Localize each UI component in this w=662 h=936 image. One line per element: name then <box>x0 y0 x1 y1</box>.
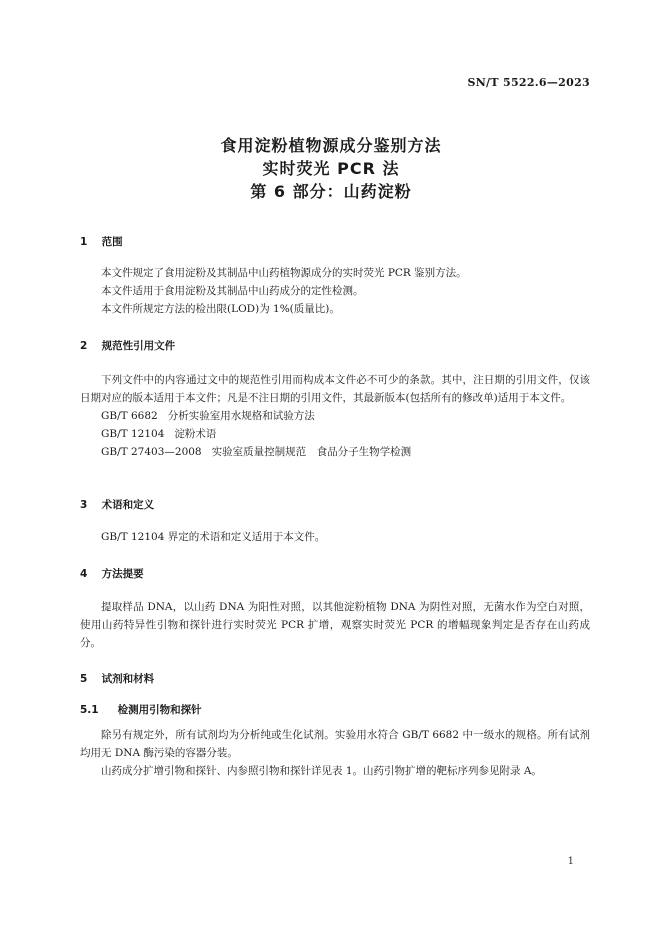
section-5-1-body <box>80 726 590 780</box>
reference-name: 淀粉术语 <box>174 428 217 440</box>
reference-code: GB/T 27403—2008 <box>101 446 202 458</box>
page-number: 1 <box>567 856 574 867</box>
section-title: 试剂和材料 <box>101 673 155 685</box>
paragraph: 本文件适用于食用淀粉及其制品中山药成分的定性检测。 <box>101 285 364 297</box>
section-5-1-heading <box>80 702 202 717</box>
section-1-heading <box>80 234 123 249</box>
section-2-heading <box>80 338 175 353</box>
reference-code: GB/T 6682 <box>101 410 158 422</box>
section-title: 规范性引用文件 <box>101 340 176 352</box>
section-4-heading <box>80 566 144 581</box>
reference-item <box>80 443 590 461</box>
document-title <box>0 134 662 203</box>
paragraph: 山药成分扩增引物和探针、内参照引物和探针详见表 1。山药引物扩增的靶标序列参见附录 A。 <box>101 765 542 777</box>
section-4-body <box>80 598 590 652</box>
section-title: 方法提要 <box>101 568 144 580</box>
paragraph: GB/T 12104 界定的术语和定义适用于本文件。 <box>101 531 326 543</box>
reference-item <box>80 425 590 443</box>
paragraph: 下列文件中的内容通过文中的规范性引用而构成本文件必不可少的条款。其中，注日期的引用文件，仅该日期对应的版本适用于本文件；凡是不注日期的引用文件，其最新版本(包括所有的修改单)适用于本文件。 <box>80 374 590 404</box>
section-1-body <box>80 264 590 318</box>
section-5-heading <box>80 671 154 686</box>
paragraph: 提取样品 DNA，以山药 DNA 为阳性对照，以其他淀粉植物 DNA 为阴性对照，无菌水作为空白对照，使用山药特异性引物和探针进行实时荧光 PCR 扩增，观察实时荧光 PCR 的增幅现象判定是否存在山药成分。 <box>80 601 590 649</box>
title-line-2: 实时荧光 PCR 法 <box>262 159 400 178</box>
section-title: 检测用引物和探针 <box>117 704 202 716</box>
reference-item <box>80 407 590 425</box>
section-number: 5 <box>80 673 88 685</box>
section-number: 5.1 <box>80 704 99 716</box>
section-number: 3 <box>80 499 88 511</box>
section-number: 1 <box>80 236 88 248</box>
section-title: 术语和定义 <box>101 499 155 511</box>
section-number: 4 <box>80 568 88 580</box>
reference-name: 实验室质量控制规范 食品分子生物学检测 <box>211 446 412 458</box>
reference-name: 分析实验室用水规格和试验方法 <box>167 410 315 422</box>
reference-code: GB/T 12104 <box>101 428 165 440</box>
title-line-1: 食用淀粉植物源成分鉴别方法 <box>220 136 442 155</box>
section-number: 2 <box>80 340 88 352</box>
section-3-heading <box>80 497 154 512</box>
paragraph: 除另有规定外，所有试剂均为分析纯或生化试剂。实验用水符合 GB/T 6682 中一级水的规格。所有试剂均用无 DNA 酶污染的容器分装。 <box>80 729 590 759</box>
title-line-3: 第 6 部分：山药淀粉 <box>250 182 412 201</box>
paragraph: 本文件规定了食用淀粉及其制品中山药植物源成分的实时荧光 PCR 鉴别方法。 <box>101 267 467 279</box>
paragraph: 本文件所规定方法的检出限(LOD)为 1%(质量比)。 <box>101 303 340 315</box>
section-title: 范围 <box>101 236 123 248</box>
standard-number: SN/T 5522.6—2023 <box>467 76 590 89</box>
section-3-body <box>80 528 590 546</box>
section-2-body <box>80 371 590 461</box>
